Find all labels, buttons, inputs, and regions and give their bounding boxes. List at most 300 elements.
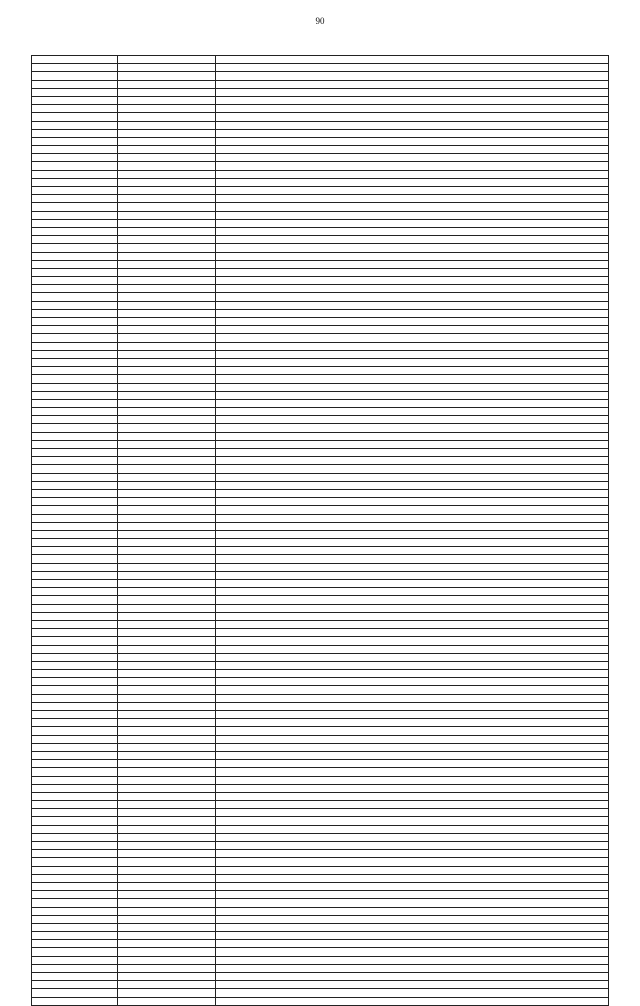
table-cell	[32, 358, 118, 366]
table-cell	[32, 137, 118, 145]
table-cell	[216, 694, 609, 702]
table-cell	[32, 776, 118, 784]
table-cell	[216, 596, 609, 604]
table-cell	[32, 923, 118, 931]
table-cell	[32, 203, 118, 211]
table-cell	[32, 735, 118, 743]
table-cell	[32, 580, 118, 588]
table-cell	[216, 948, 609, 956]
table-cell	[32, 915, 118, 923]
table-cell	[118, 293, 216, 301]
table-cell	[118, 842, 216, 850]
table-cell	[118, 416, 216, 424]
table-cell	[32, 391, 118, 399]
table-cell	[32, 817, 118, 825]
table-cell	[216, 211, 609, 219]
table-cell	[216, 784, 609, 792]
table-row	[32, 170, 609, 178]
table-cell	[32, 686, 118, 694]
table-cell	[216, 956, 609, 964]
table-cell	[118, 522, 216, 530]
table-cell	[118, 162, 216, 170]
table-cell	[216, 358, 609, 366]
table-cell	[216, 923, 609, 931]
table-cell	[216, 236, 609, 244]
table-cell	[32, 604, 118, 612]
table-cell	[118, 956, 216, 964]
table-cell	[118, 580, 216, 588]
table-cell	[32, 514, 118, 522]
table-cell	[32, 907, 118, 915]
table-cell	[32, 964, 118, 972]
table-cell	[118, 178, 216, 186]
table-row	[32, 940, 609, 948]
table-row	[32, 293, 609, 301]
table-row	[32, 809, 609, 817]
table-cell	[216, 874, 609, 882]
table-cell	[32, 80, 118, 88]
table-cell	[32, 285, 118, 293]
table-cell	[32, 850, 118, 858]
table-cell	[216, 227, 609, 235]
table-cell	[216, 653, 609, 661]
table-row	[32, 727, 609, 735]
table-row	[32, 64, 609, 72]
table-cell	[118, 96, 216, 104]
table-cell	[32, 547, 118, 555]
table-cell	[216, 350, 609, 358]
page-number: 90	[315, 16, 325, 26]
table-cell	[118, 719, 216, 727]
table-cell	[216, 457, 609, 465]
table-cell	[118, 277, 216, 285]
table-cell	[118, 449, 216, 457]
table-cell	[118, 817, 216, 825]
table-cell	[118, 408, 216, 416]
table-cell	[216, 563, 609, 571]
table-cell	[216, 989, 609, 997]
table-cell	[32, 973, 118, 981]
table-row	[32, 449, 609, 457]
table-row	[32, 309, 609, 317]
table-cell	[32, 588, 118, 596]
table-cell	[32, 768, 118, 776]
table-row	[32, 620, 609, 628]
table-cell	[32, 792, 118, 800]
table-row	[32, 473, 609, 481]
table-cell	[118, 784, 216, 792]
table-cell	[216, 866, 609, 874]
table-cell	[216, 760, 609, 768]
table-cell	[118, 498, 216, 506]
table-cell	[216, 56, 609, 64]
table-row	[32, 424, 609, 432]
table-row	[32, 645, 609, 653]
table-cell	[32, 711, 118, 719]
table-row	[32, 923, 609, 931]
table-cell	[32, 440, 118, 448]
table-cell	[118, 64, 216, 72]
table-cell	[118, 932, 216, 940]
table-row	[32, 989, 609, 997]
table-row	[32, 113, 609, 121]
table-cell	[32, 293, 118, 301]
table-cell	[118, 670, 216, 678]
table-row	[32, 882, 609, 890]
table-cell	[118, 367, 216, 375]
table-cell	[118, 129, 216, 137]
table-cell	[118, 940, 216, 948]
table-cell	[216, 301, 609, 309]
table-cell	[32, 842, 118, 850]
table-cell	[118, 113, 216, 121]
table-cell	[118, 539, 216, 547]
table-cell	[216, 326, 609, 334]
table-cell	[216, 825, 609, 833]
table-row	[32, 858, 609, 866]
table-cell	[216, 309, 609, 317]
table-cell	[118, 137, 216, 145]
table-cell	[118, 56, 216, 64]
table-row	[32, 711, 609, 719]
table-cell	[216, 735, 609, 743]
table-cell	[216, 751, 609, 759]
table-cell	[216, 637, 609, 645]
table-cell	[216, 383, 609, 391]
table-row	[32, 956, 609, 964]
table-row	[32, 375, 609, 383]
table-cell	[216, 293, 609, 301]
table-cell	[118, 489, 216, 497]
table-cell	[32, 162, 118, 170]
table-cell	[216, 440, 609, 448]
table-cell	[216, 907, 609, 915]
table-cell	[32, 178, 118, 186]
table-cell	[216, 973, 609, 981]
table-cell	[118, 858, 216, 866]
table-cell	[118, 457, 216, 465]
table-cell	[118, 588, 216, 596]
table-cell	[118, 555, 216, 563]
table-cell	[118, 301, 216, 309]
table-cell	[216, 711, 609, 719]
table-row	[32, 506, 609, 514]
table-cell	[32, 825, 118, 833]
table-cell	[216, 514, 609, 522]
table-cell	[216, 252, 609, 260]
table-cell	[216, 506, 609, 514]
table-row	[32, 252, 609, 260]
table-cell	[32, 465, 118, 473]
table-cell	[216, 629, 609, 637]
table-row	[32, 735, 609, 743]
table-cell	[118, 964, 216, 972]
table-cell	[216, 162, 609, 170]
table-cell	[32, 956, 118, 964]
table-row	[32, 964, 609, 972]
table-cell	[216, 285, 609, 293]
table-row	[32, 416, 609, 424]
table-cell	[216, 858, 609, 866]
table-cell	[216, 481, 609, 489]
table-row	[32, 105, 609, 113]
table-cell	[32, 367, 118, 375]
table-cell	[32, 833, 118, 841]
table-cell	[32, 424, 118, 432]
table-row	[32, 260, 609, 268]
table-row	[32, 285, 609, 293]
table-row	[32, 612, 609, 620]
table-cell	[118, 244, 216, 252]
table-cell	[216, 195, 609, 203]
table-cell	[32, 96, 118, 104]
table-cell	[118, 915, 216, 923]
table-row	[32, 72, 609, 80]
table-cell	[32, 530, 118, 538]
table-cell	[216, 408, 609, 416]
table-cell	[216, 277, 609, 285]
table-cell	[216, 833, 609, 841]
table-row	[32, 432, 609, 440]
table-cell	[32, 539, 118, 547]
table-row	[32, 236, 609, 244]
table-cell	[118, 751, 216, 759]
table-cell	[216, 489, 609, 497]
table-cell	[118, 424, 216, 432]
table-cell	[32, 743, 118, 751]
table-cell	[32, 301, 118, 309]
table-row	[32, 694, 609, 702]
table-row	[32, 195, 609, 203]
table-cell	[118, 530, 216, 538]
table-cell	[118, 678, 216, 686]
register-table-body	[32, 56, 609, 1006]
table-cell	[216, 645, 609, 653]
table-row	[32, 948, 609, 956]
table-cell	[118, 465, 216, 473]
table-cell	[32, 891, 118, 899]
table-cell	[216, 964, 609, 972]
table-row	[32, 56, 609, 64]
table-cell	[216, 940, 609, 948]
table-row	[32, 801, 609, 809]
table-cell	[118, 874, 216, 882]
table-cell	[32, 874, 118, 882]
table-cell	[216, 473, 609, 481]
table-cell	[32, 481, 118, 489]
table-row	[32, 825, 609, 833]
table-cell	[216, 661, 609, 669]
table-cell	[32, 989, 118, 997]
table-cell	[32, 948, 118, 956]
table-row	[32, 686, 609, 694]
table-cell	[216, 154, 609, 162]
table-row	[32, 121, 609, 129]
table-cell	[118, 989, 216, 997]
table-row	[32, 637, 609, 645]
table-cell	[216, 530, 609, 538]
table-cell	[118, 866, 216, 874]
table-cell	[118, 620, 216, 628]
table-cell	[32, 309, 118, 317]
table-row	[32, 702, 609, 710]
table-row	[32, 383, 609, 391]
table-row	[32, 465, 609, 473]
table-cell	[118, 391, 216, 399]
table-cell	[32, 252, 118, 260]
table-cell	[118, 187, 216, 195]
table-cell	[118, 776, 216, 784]
table-cell	[216, 809, 609, 817]
table-row	[32, 661, 609, 669]
table-row	[32, 301, 609, 309]
table-cell	[32, 727, 118, 735]
table-cell	[32, 318, 118, 326]
table-cell	[32, 121, 118, 129]
table-cell	[32, 408, 118, 416]
table-cell	[118, 637, 216, 645]
table-cell	[216, 219, 609, 227]
table-cell	[118, 547, 216, 555]
table-cell	[32, 784, 118, 792]
table-cell	[32, 932, 118, 940]
table-cell	[216, 727, 609, 735]
table-cell	[216, 80, 609, 88]
table-row	[32, 768, 609, 776]
table-cell	[216, 555, 609, 563]
register-table	[31, 55, 609, 1006]
table-cell	[32, 670, 118, 678]
table-cell	[118, 432, 216, 440]
table-cell	[216, 547, 609, 555]
table-cell	[32, 702, 118, 710]
table-cell	[32, 571, 118, 579]
table-row	[32, 563, 609, 571]
table-cell	[216, 932, 609, 940]
table-cell	[216, 72, 609, 80]
table-cell	[118, 481, 216, 489]
table-cell	[216, 522, 609, 530]
table-cell	[216, 121, 609, 129]
table-cell	[118, 252, 216, 260]
table-cell	[32, 694, 118, 702]
table-cell	[216, 580, 609, 588]
table-cell	[118, 260, 216, 268]
table-cell	[216, 105, 609, 113]
table-cell	[32, 882, 118, 890]
table-cell	[118, 227, 216, 235]
table-row	[32, 604, 609, 612]
table-cell	[118, 506, 216, 514]
table-cell	[32, 801, 118, 809]
table-cell	[118, 309, 216, 317]
table-cell	[32, 866, 118, 874]
table-cell	[118, 661, 216, 669]
table-cell	[32, 64, 118, 72]
table-row	[32, 367, 609, 375]
table-cell	[32, 940, 118, 948]
table-cell	[216, 612, 609, 620]
table-cell	[32, 416, 118, 424]
table-row	[32, 481, 609, 489]
table-row	[32, 891, 609, 899]
table-row	[32, 833, 609, 841]
table-cell	[216, 268, 609, 276]
table-cell	[118, 105, 216, 113]
table-cell	[32, 399, 118, 407]
table-cell	[118, 268, 216, 276]
table-cell	[118, 318, 216, 326]
table-row	[32, 358, 609, 366]
table-row	[32, 146, 609, 154]
table-row	[32, 530, 609, 538]
table-row	[32, 88, 609, 96]
table-cell	[32, 277, 118, 285]
table-cell	[216, 334, 609, 342]
table-cell	[32, 72, 118, 80]
table-cell	[118, 653, 216, 661]
table-row	[32, 784, 609, 792]
table-cell	[32, 375, 118, 383]
table-row	[32, 211, 609, 219]
table-row	[32, 653, 609, 661]
table-cell	[118, 850, 216, 858]
table-cell	[32, 653, 118, 661]
table-cell	[32, 432, 118, 440]
table-cell	[32, 858, 118, 866]
table-cell	[216, 891, 609, 899]
table-cell	[118, 596, 216, 604]
table-row	[32, 915, 609, 923]
table-cell	[32, 260, 118, 268]
table-cell	[32, 227, 118, 235]
table-cell	[216, 776, 609, 784]
table-cell	[32, 612, 118, 620]
table-cell	[216, 678, 609, 686]
table-cell	[32, 236, 118, 244]
table-row	[32, 571, 609, 579]
table-cell	[118, 514, 216, 522]
table-row	[32, 244, 609, 252]
table-cell	[32, 105, 118, 113]
table-cell	[216, 743, 609, 751]
table-cell	[216, 571, 609, 579]
table-cell	[216, 187, 609, 195]
table-cell	[118, 440, 216, 448]
table-cell	[216, 170, 609, 178]
table-row	[32, 874, 609, 882]
table-row	[32, 399, 609, 407]
table-cell	[118, 285, 216, 293]
table-row	[32, 227, 609, 235]
table-cell	[118, 375, 216, 383]
table-cell	[216, 801, 609, 809]
table-row	[32, 866, 609, 874]
table-row	[32, 391, 609, 399]
table-cell	[118, 948, 216, 956]
table-cell	[216, 129, 609, 137]
table-cell	[32, 629, 118, 637]
table-cell	[32, 997, 118, 1005]
table-cell	[32, 187, 118, 195]
table-cell	[32, 88, 118, 96]
table-cell	[32, 383, 118, 391]
table-row	[32, 539, 609, 547]
table-cell	[118, 195, 216, 203]
table-row	[32, 457, 609, 465]
table-row	[32, 350, 609, 358]
table-cell	[118, 219, 216, 227]
